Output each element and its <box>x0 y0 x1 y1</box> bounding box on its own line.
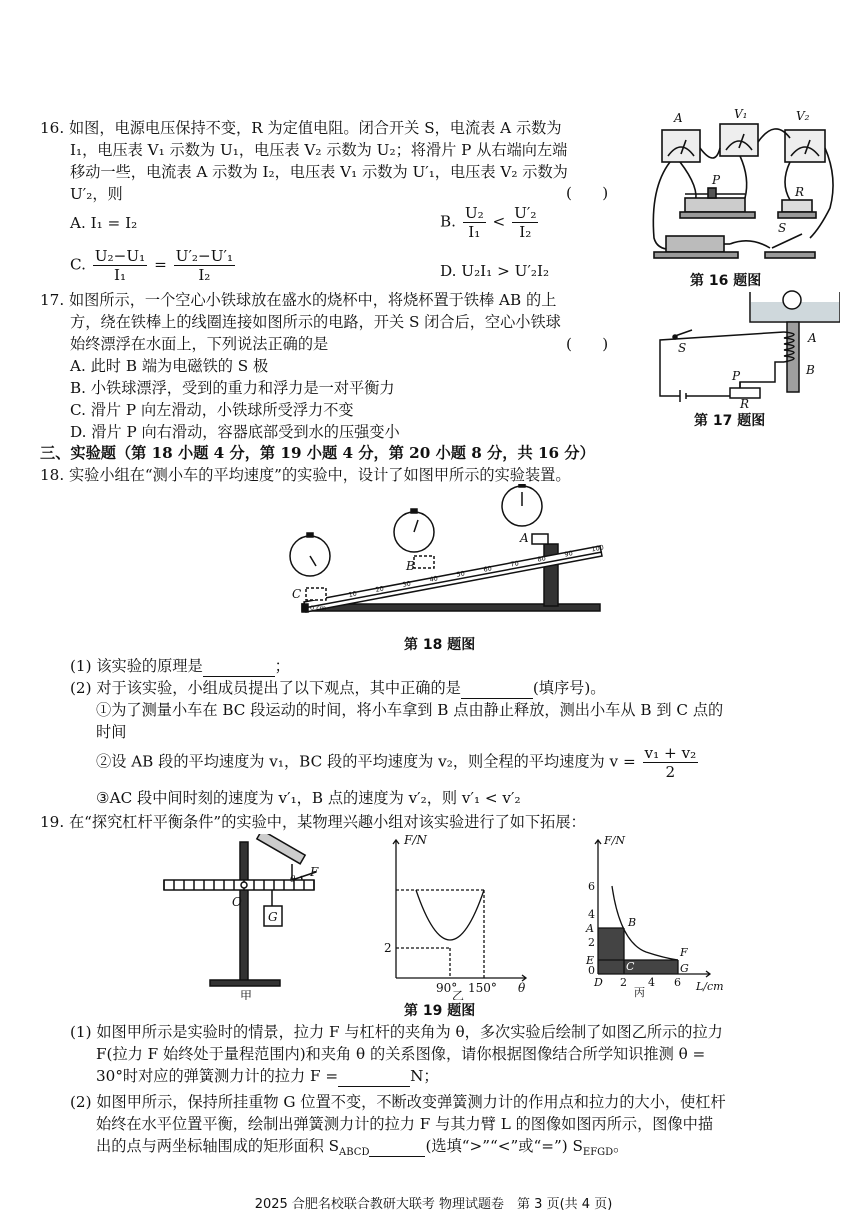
ruler-tick-label: 10 <box>347 589 358 599</box>
point-c: C <box>626 960 635 973</box>
punct: (填序号)。 <box>532 679 606 697</box>
q17-line-3: 始终漂浮在水面上，下列说法正确的是 <box>70 335 329 353</box>
q19-sub-2-line-3 <box>96 1136 628 1163</box>
x-tick-150: 150° <box>468 981 497 995</box>
q16-option-b <box>440 204 540 241</box>
answer-blank[interactable] <box>203 656 275 677</box>
label-v1: V₁ <box>734 108 748 121</box>
q18-incline-figure <box>282 484 612 624</box>
q17-option-d: D. 滑片 P 向右滑动，容器底部受到水的压强变小 <box>70 423 400 441</box>
q19-sub-2-line-1: (2) 如图甲所示，保持所挂重物 G 位置不变，不断改变弹簧测力计的作用点和拉力的大小，使杠杆 <box>70 1093 726 1111</box>
q16-answer-paren: ( ) <box>566 184 609 202</box>
punct: 。 <box>613 1137 629 1155</box>
label-r: R <box>740 397 750 408</box>
operator: < <box>492 212 506 231</box>
ruler-tick-label: 70 <box>509 559 520 569</box>
unit: N； <box>410 1067 439 1085</box>
q17-option-c: C. 滑片 P 向左滑动，小铁球所受浮力不变 <box>70 401 354 419</box>
label-p: P <box>712 173 721 187</box>
option-b-label: B. <box>440 212 456 231</box>
ruler-zero-label: 0 cm <box>310 604 327 612</box>
figure-yi-label: 乙 <box>452 989 465 1000</box>
q18-sub-2 <box>70 678 605 699</box>
ruler-tick-label: 60 <box>482 564 493 574</box>
label-b: B <box>806 363 815 377</box>
ruler-tick-label: 50 <box>455 569 466 579</box>
y-tick-4: 4 <box>588 908 595 921</box>
page-footer: 2025 合肥名校联合教研大联考 物理试题卷 第 3 页(共 4 页) <box>254 1197 613 1212</box>
answer-blank[interactable] <box>461 678 533 699</box>
q18-choice-1-line-1: ①为了测量小车在 BC 段运动的时间，将小车拿到 B 点由静止释放，测出小车从 B 到 C 点的 <box>96 701 724 719</box>
origin-label: 0 <box>588 964 595 977</box>
y-tick-2: 2 <box>588 936 595 949</box>
q19-sub-1-line-3 <box>96 1066 439 1087</box>
y-tick-6: 6 <box>588 880 595 893</box>
label-s: S <box>678 341 687 355</box>
q18-sub-2-text: (2) 对于该实验，小组成员提出了以下观点，其中正确的是 <box>70 679 461 697</box>
q19-sub-1-line-2: F(拉力 F 始终处于量程范围内)和夹角 θ 的关系图像，请你根据图像结合所学知识推测 θ = <box>96 1045 706 1063</box>
figure-bing-label: 丙 <box>634 986 645 999</box>
point-d: D <box>594 976 603 989</box>
q16-option-d: D. U₂I₁ > U′₂I₂ <box>440 262 550 280</box>
x-axis-label: L/cm <box>696 980 724 993</box>
q16-circuit-figure <box>640 108 840 268</box>
q17-figure-caption: 第 17 题图 <box>694 413 766 429</box>
label-v2: V₂ <box>796 109 810 123</box>
q17-option-b: B. 小铁球漂浮，受到的重力和浮力是一对平衡力 <box>70 379 395 397</box>
q19-graph-bing <box>580 830 740 1000</box>
q17-answer-paren: ( ) <box>566 335 609 353</box>
q18-line-1: 18. 实验小组在“测小车的平均速度”的实验中，设计了如图甲所示的实验装置。 <box>40 466 571 484</box>
q17-line-1: 17. 如图所示，一个空心小铁球放在盛水的烧杯中，将烧杯置于铁棒 AB 的上 <box>40 291 557 309</box>
operator: = <box>154 255 167 274</box>
ruler-tick-label: 20 <box>374 584 385 594</box>
q19-line-1: 19. 在“探究杠杆平衡条件”的实验中，某物理兴趣小组对该实验进行了如下拓展： <box>40 813 586 831</box>
ruler-tick-label: 90 <box>563 549 574 559</box>
label-p: P <box>732 369 741 383</box>
fraction: $\frac{\text{U₂−U₁}}{\text{I₁}}$ <box>94 247 146 284</box>
q19-sub-2-choice: (选填“>”“<”或“=”) S <box>425 1137 583 1155</box>
y-axis-label: F/N <box>604 834 625 847</box>
point-g: G <box>680 962 689 975</box>
subscript-abcd: ABCD <box>339 1147 370 1159</box>
answer-blank[interactable] <box>369 1136 425 1157</box>
label-theta: θ <box>290 875 296 885</box>
y-tick-2: 2 <box>384 941 392 955</box>
q18-sub-1-text: (1) 该实验的原理是 <box>70 657 203 675</box>
q19-sub-2-text: 出的点与两坐标轴围成的矩形面积 S <box>96 1137 340 1155</box>
label-a: A <box>674 111 683 125</box>
label-c: C <box>292 587 302 601</box>
answer-blank[interactable] <box>338 1066 410 1087</box>
q19-sub-1-line-1: (1) 如图甲所示是实验时的情景，拉力 F 与杠杆的夹角为 θ，多次实验后绘制了如图乙所示的拉力 <box>70 1023 723 1041</box>
q16-option-a: A. I₁ = I₂ <box>70 214 138 232</box>
fraction: $\frac{\text{U′₂−U′₁}}{\text{I₂}}$ <box>175 247 234 284</box>
figure-jia-label: 甲 <box>240 989 253 1000</box>
q19-figure-caption: 第 19 题图 <box>404 1003 476 1019</box>
fraction: $\frac{\text{U₂}}{\text{I₁}}$ <box>464 204 484 241</box>
x-tick-6: 6 <box>674 976 681 989</box>
point-a: A <box>586 922 594 935</box>
label-s: S <box>778 221 787 235</box>
q16-line-2: I₁，电压表 V₁ 示数为 U₁，电压表 V₂ 示数为 U₂；将滑片 P 从右端向左端 <box>70 141 568 159</box>
q18-figure-caption: 第 18 题图 <box>404 637 476 653</box>
q19-sub-1-text: 30°时对应的弹簧测力计的拉力 F = <box>96 1067 339 1085</box>
x-tick-90: 90° <box>436 981 458 995</box>
q18-choice-1-line-2: 时间 <box>96 723 127 741</box>
q16-figure-caption: 第 16 题图 <box>690 273 762 289</box>
x-tick-2: 2 <box>620 976 627 989</box>
label-r: R <box>795 185 805 199</box>
q19-lever-figure <box>160 834 340 1000</box>
q18-choice-2-text: ②设 AB 段的平均速度为 v₁，BC 段的平均速度为 v₂，则全程的平均速度为 v = <box>96 752 636 771</box>
ruler-tick-label: 40 <box>428 574 439 584</box>
label-g: G <box>268 910 278 924</box>
q18-choice-2 <box>96 744 700 781</box>
ruler-tick-label: 30 <box>401 579 412 589</box>
q16-line-1: 16. 如图，电源电压保持不变，R 为定值电阻。闭合开关 S，电流表 A 示数为 <box>40 119 562 137</box>
label-f: F <box>310 865 319 879</box>
label-a: A <box>808 331 817 345</box>
q17-electromagnet-figure <box>640 286 840 408</box>
x-tick-4: 4 <box>648 976 655 989</box>
fraction: $\frac{\text{U′₂}}{\text{I₂}}$ <box>514 204 537 241</box>
point-e: E <box>586 954 595 967</box>
q19-graph-yi <box>366 830 534 1000</box>
q16-line-3: 移动一些，电流表 A 示数为 I₂，电压表 V₁ 示数为 U′₁，电压表 V₂ 示数为 <box>70 163 568 181</box>
q17-option-a: A. 此时 B 端为电磁铁的 S 极 <box>70 357 269 375</box>
label-b: B <box>406 559 415 573</box>
ruler-tick-label: 80 <box>536 554 547 564</box>
label-o: O <box>232 895 242 909</box>
q18-sub-1 <box>70 656 290 677</box>
point-f: F <box>680 946 688 959</box>
y-axis-label: F/N <box>404 833 427 847</box>
q17-line-2: 方，绕在铁棒上的线圈连接如图所示的电路，开关 S 闭合后，空心小铁球 <box>70 313 561 331</box>
q16-option-c <box>70 247 237 284</box>
q16-line-4: U′₂，则 <box>70 185 123 203</box>
ruler-tick-label: 100 <box>590 543 605 554</box>
punct: ； <box>274 657 290 675</box>
subscript-efgd: EFGD <box>582 1147 614 1159</box>
option-c-label: C. <box>70 255 86 274</box>
fraction: $\frac{\text{v₁ + v₂}}{2}$ <box>644 744 697 781</box>
label-a: A <box>520 531 529 545</box>
point-b: B <box>628 916 637 929</box>
section-3-heading: 三、实验题（第 18 小题 4 分，第 19 小题 4 分，第 20 小题 8 分，共 16 分） <box>40 444 595 462</box>
q19-sub-2-line-2: 始终在水平位置平衡，绘制出弹簧测力计的拉力 F 与其力臂 L 的图像如图丙所示，图像中描 <box>96 1115 714 1133</box>
x-axis-label: θ <box>518 981 526 995</box>
q18-choice-3: ③AC 段中间时刻的速度为 v′₁，B 点的速度为 v′₂，则 v′₁ < v′₂ <box>96 789 521 807</box>
